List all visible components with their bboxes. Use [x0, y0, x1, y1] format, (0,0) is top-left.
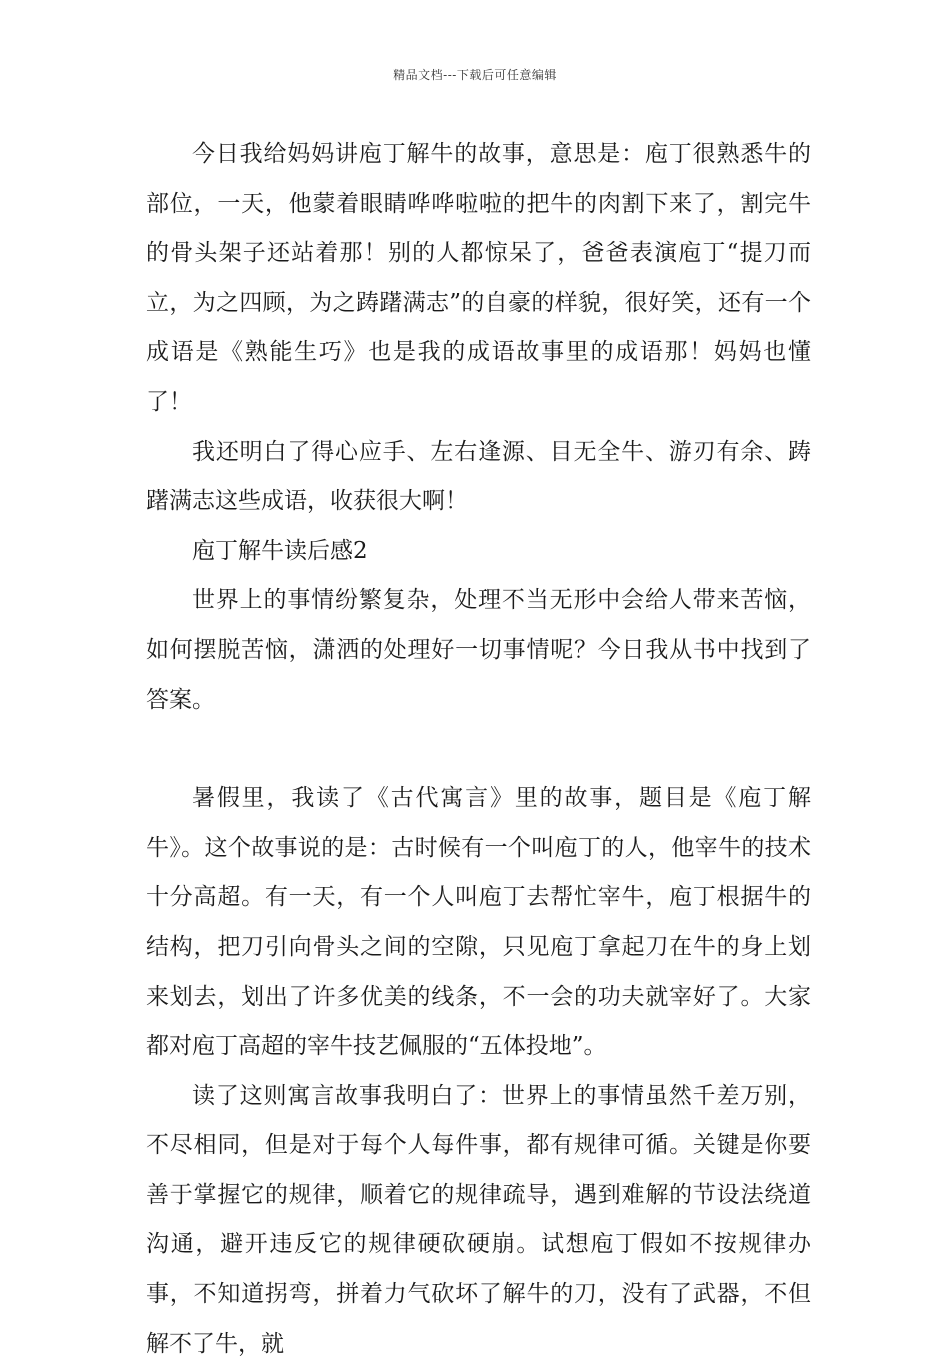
- paragraph-story-retell: 今日我给妈妈讲庖丁解牛的故事，意思是：庖丁很熟悉牛的部位，一天，他蒙着眼睛哗哗啦啦的把牛的肉割下来了，割完牛的骨头架子还站着那！别的人都惊呆了，爸爸表演庖丁“提刀而立，为之四顾，为之踌躇满志”的自豪的样貌，很好笑，还有一个成语是《熟能生巧》也是我的成语故事里的成语那！妈妈也懂了！: [146, 141, 811, 415]
- page-header: 精品文档---下载后可任意编辑: [393, 68, 557, 82]
- document-body: [146, 130, 811, 1369]
- paragraph-reflection: 读了这则寓言故事我明白了：世界上的事情虽然千差万别，不尽相同，但是对于每个人每件事，都有规律可循。关键是你要善于掌握它的规律，顺着它的规律疏导，遇到难解的节设法绕道沟通，避开违反它的规律硬砍硬崩。试想庖丁假如不按规律办事，不知道拐弯，拼着力气砍坏了解牛的刀，没有了武器，不但解不了牛，就: [146, 1082, 811, 1357]
- section-title: 庖丁解牛读后感2: [192, 537, 368, 564]
- paragraph-story-summary: 暑假里，我读了《古代寓言》里的故事，题目是《庖丁解牛》。这个故事说的是：古时候有一个叫庖丁的人，他宰牛的技术十分高超。有一天，有一个人叫庖丁去帮忙宰牛，庖丁根据牛的结构，把刀引向骨头之间的空隙，只见庖丁拿起刀在牛的身上划来划去，划出了许多优美的线条，不一会的功夫就宰好了。大家都对庖丁高超的宰牛技艺佩服的“五体投地”。: [146, 785, 811, 1060]
- paragraph-idioms: 我还明白了得心应手、左右逢源、目无全牛、游刃有余、踌躇满志这些成语，收获很大啊！: [146, 438, 811, 515]
- paragraph-intro: 世界上的事情纷繁复杂，处理不当无形中会给人带来苦恼，如何摆脱苦恼，潇洒的处理好一切事情呢？今日我从书中找到了答案。: [146, 587, 811, 713]
